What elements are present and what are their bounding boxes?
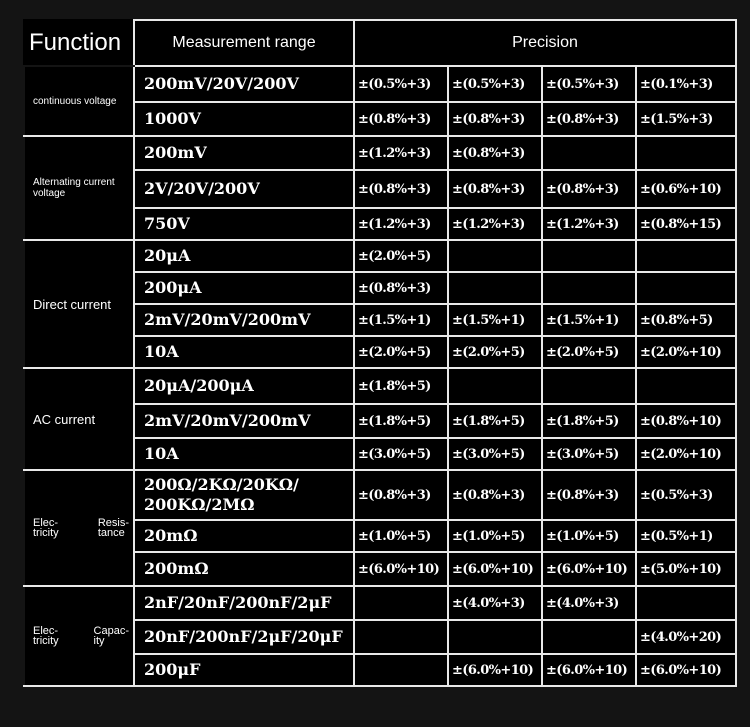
- precision-cell: ±(0.5%+3): [636, 470, 736, 520]
- function-label-right: [98, 518, 129, 538]
- precision-cell: ±(4.0%+3): [542, 586, 636, 620]
- precision-cell: ±(1.8%+5): [448, 404, 542, 438]
- precision-cell: [636, 368, 736, 404]
- precision-cell: ±(0.8%+5): [636, 304, 736, 336]
- spec-body: [24, 66, 736, 686]
- precision-cell: ±(1.0%+5): [354, 520, 448, 552]
- precision-cell: ±(1.5%+1): [448, 304, 542, 336]
- precision-cell: ±(1.5%+1): [542, 304, 636, 336]
- function-label-part: Capac-: [93, 625, 129, 637]
- precision-cell: [448, 272, 542, 304]
- function-cell-direct-current: Direct current: [24, 240, 134, 368]
- precision-cell: ±(0.5%+3): [542, 66, 636, 102]
- precision-cell: ±(6.0%+10): [448, 654, 542, 686]
- precision-cell: [542, 368, 636, 404]
- range-cell: 2nF/20nF/200nF/2μF: [134, 586, 354, 620]
- precision-cell: ±(0.6%+10): [636, 170, 736, 208]
- precision-cell: ±(0.1%+3): [636, 66, 736, 102]
- precision-cell: ±(0.8%+3): [354, 102, 448, 136]
- function-label-part: Resis-: [97, 517, 129, 529]
- precision-cell: ±(1.8%+5): [542, 404, 636, 438]
- precision-cell: [448, 620, 542, 654]
- range-cell: 200mΩ: [134, 552, 354, 586]
- range-cell: 20μA/200μA: [134, 368, 354, 404]
- precision-cell: ±(6.0%+10): [636, 654, 736, 686]
- precision-cell: ±(2.0%+5): [542, 336, 636, 368]
- function-label-part: tance: [97, 527, 125, 539]
- precision-cell: ±(6.0%+10): [448, 552, 542, 586]
- range-cell: 20μA: [134, 240, 354, 272]
- range-cell: 2V/20V/200V: [134, 170, 354, 208]
- precision-cell: ±(0.8%+3): [448, 102, 542, 136]
- precision-cell: ±(1.8%+5): [354, 404, 448, 438]
- function-cell-alternating-current-voltage: Alternating current voltage: [24, 136, 134, 240]
- precision-cell: ±(0.8%+3): [448, 136, 542, 170]
- range-cell: 200μA: [134, 272, 354, 304]
- function-cell-resistance: [24, 470, 134, 586]
- precision-cell: ±(1.5%+1): [354, 304, 448, 336]
- table-row: [24, 136, 736, 170]
- function-label-part: Elec-: [33, 517, 59, 529]
- precision-cell: ±(0.8%+3): [542, 470, 636, 520]
- range-cell: 1000V: [134, 102, 354, 136]
- precision-cell: ±(0.8%+3): [354, 170, 448, 208]
- precision-cell: [448, 240, 542, 272]
- precision-cell: ±(0.8%+3): [448, 170, 542, 208]
- precision-cell: ±(3.0%+5): [542, 438, 636, 470]
- range-cell: 10A: [134, 336, 354, 368]
- precision-cell: ±(0.5%+3): [354, 66, 448, 102]
- precision-cell: ±(6.0%+10): [542, 552, 636, 586]
- precision-cell: ±(1.2%+3): [354, 208, 448, 240]
- precision-cell: [636, 240, 736, 272]
- spec-table: [23, 19, 737, 687]
- precision-cell: ±(3.0%+5): [448, 438, 542, 470]
- precision-cell: ±(0.5%+1): [636, 520, 736, 552]
- range-cell: 200Ω/2KΩ/20KΩ/ 200KΩ/2MΩ: [134, 470, 354, 520]
- precision-cell: [636, 586, 736, 620]
- precision-cell: ±(0.8%+3): [354, 470, 448, 520]
- table-row: [24, 470, 736, 520]
- precision-cell: [448, 368, 542, 404]
- range-cell: 200μF: [134, 654, 354, 686]
- precision-cell: [542, 136, 636, 170]
- range-cell: 200mV/20V/200V: [134, 66, 354, 102]
- precision-cell: ±(1.0%+5): [448, 520, 542, 552]
- range-cell: 20mΩ: [134, 520, 354, 552]
- range-cell: 10A: [134, 438, 354, 470]
- precision-cell: ±(1.8%+5): [354, 368, 448, 404]
- range-cell: 750V: [134, 208, 354, 240]
- precision-cell: ±(6.0%+10): [542, 654, 636, 686]
- range-cell: 200mV: [134, 136, 354, 170]
- function-cell-ac-current: AC current: [24, 368, 134, 470]
- function-cell-continuous-voltage: continuous voltage: [24, 66, 134, 136]
- precision-cell: ±(0.8%+3): [354, 272, 448, 304]
- range-cell: 2mV/20mV/200mV: [134, 404, 354, 438]
- function-header: Function: [24, 20, 134, 66]
- precision-cell: ±(0.8%+3): [542, 170, 636, 208]
- precision-cell: ±(1.5%+3): [636, 102, 736, 136]
- precision-cell: ±(3.0%+5): [354, 438, 448, 470]
- precision-cell: [542, 620, 636, 654]
- precision-cell: ±(0.8%+10): [636, 404, 736, 438]
- precision-cell: ±(2.0%+5): [354, 336, 448, 368]
- precision-cell: ±(1.2%+3): [542, 208, 636, 240]
- function-label-part: tricity: [33, 635, 59, 647]
- header-row: [24, 20, 736, 66]
- precision-cell: ±(1.2%+3): [354, 136, 448, 170]
- table-row: [24, 368, 736, 404]
- precision-cell: ±(2.0%+5): [354, 240, 448, 272]
- function-label-part: tricity: [33, 527, 59, 539]
- measurement-range-header: Measurement range: [134, 20, 354, 66]
- precision-cell: [636, 136, 736, 170]
- precision-cell: [354, 654, 448, 686]
- function-label-right: [94, 626, 129, 646]
- precision-cell: ±(6.0%+10): [354, 552, 448, 586]
- function-label-part: ity: [93, 635, 105, 647]
- precision-cell: [354, 620, 448, 654]
- range-cell: 2mV/20mV/200mV: [134, 304, 354, 336]
- function-label-part: Elec-: [33, 625, 59, 637]
- precision-cell: [354, 586, 448, 620]
- precision-cell: ±(2.0%+5): [448, 336, 542, 368]
- function-cell-capacity: [24, 586, 134, 686]
- precision-cell: ±(0.8%+15): [636, 208, 736, 240]
- table-row: [24, 240, 736, 272]
- precision-cell: ±(0.8%+3): [448, 470, 542, 520]
- precision-cell: ±(1.0%+5): [542, 520, 636, 552]
- range-cell: 20nF/200nF/2μF/20μF: [134, 620, 354, 654]
- precision-cell: ±(4.0%+3): [448, 586, 542, 620]
- precision-cell: ±(0.8%+3): [542, 102, 636, 136]
- precision-cell: [542, 272, 636, 304]
- function-label-left: [33, 626, 59, 646]
- table-row: [24, 66, 736, 102]
- precision-cell: ±(2.0%+10): [636, 438, 736, 470]
- precision-cell: ±(0.5%+3): [448, 66, 542, 102]
- precision-cell: [636, 272, 736, 304]
- function-label-left: [33, 518, 59, 538]
- precision-header: Precision: [354, 20, 736, 66]
- precision-cell: ±(1.2%+3): [448, 208, 542, 240]
- precision-cell: [542, 240, 636, 272]
- precision-cell: ±(2.0%+10): [636, 336, 736, 368]
- table-row: [24, 586, 736, 620]
- precision-cell: ±(5.0%+10): [636, 552, 736, 586]
- precision-cell: ±(4.0%+20): [636, 620, 736, 654]
